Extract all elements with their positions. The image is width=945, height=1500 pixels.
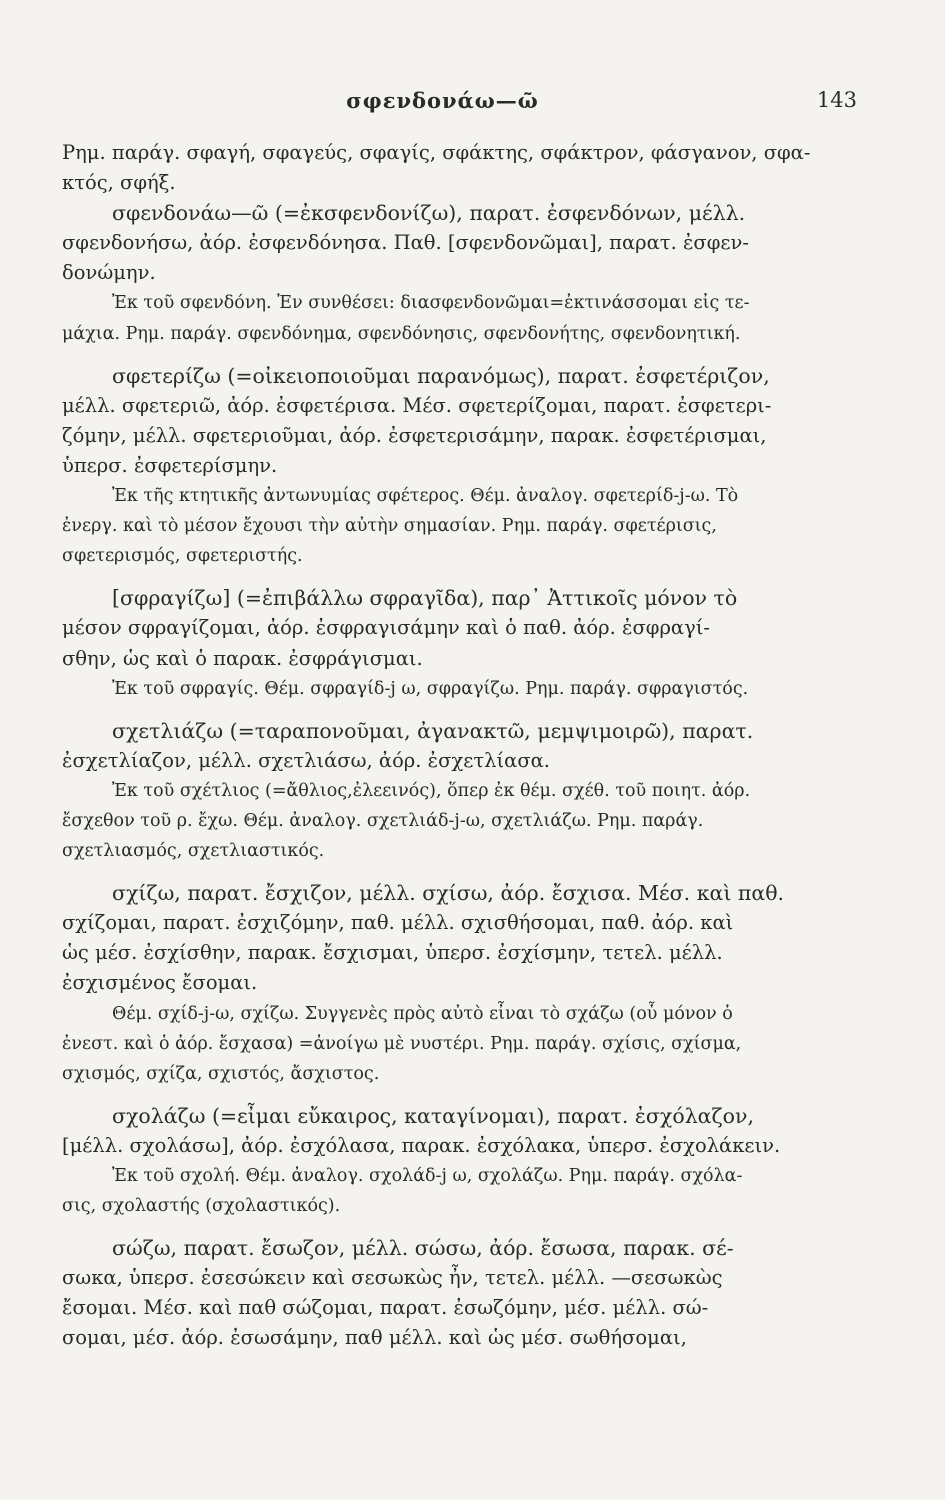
page-body [62,138,832,1354]
entry-headword-line: [σφραγίζω] (=ἐπιβάλλω σφραγῖδα), παρ᾽ Ἀττικοῖς μόνον τὸ [112,586,738,611]
text-line: ἔσομαι. Μέσ. καὶ παθ σώζομαι, παρατ. ἐσωζόμην, μέσ. μέλλ. σώ- [62,1296,709,1320]
etymology-line: Ἐκ τοῦ σχέτλιος (=ἄθλιος,ἐλεεινός), ὅπερ ἐκ θέμ. σχέθ. τοῦ ποιητ. ἀόρ. [112,780,751,801]
etymology-line: ἐνεργ. καὶ τὸ μέσον ἔχουσι τὴν αὐτὴν σημασίαν. Ρημ. παράγ. σφετέρισις, [62,516,717,537]
etymology-line: Θέμ. σχίδ-j-ω, σχίζω. Συγγενὲς πρὸς αὐτὸ εἶναι τὸ σχάζω (οὗ μόνον ὁ [112,1003,733,1024]
etymology-line: σφετερισμός, σφετεριστής. [62,546,303,567]
text-line: δονώμην. [62,261,156,285]
text-line: σθην, ὡς καὶ ὁ παρακ. ἐσφράγισμαι. [62,646,423,670]
entry-headword-line: σφενδονάω—ῶ (=ἐκσφενδονίζω), παρατ. ἐσφενδόνων, μέλλ. [112,201,746,226]
text-line: ὑπερσ. ἐσφετερίσμην. [62,453,278,477]
etymology-line: σχισμός, σχίζα, σχιστός, ἄσχιστος. [62,1063,380,1084]
entry-headword-line: σώζω, παρατ. ἔσωζον, μέλλ. σώσω, ἀόρ. ἔσωσα, παρακ. σέ- [112,1236,734,1261]
text-line: Ρημ. παράγ. σφαγή, σφαγεύς, σφαγίς, σφάκτης, σφάκτρον, φάσγανον, σφα- [62,141,811,164]
etymology-line: μάχια. Ρημ. παράγ. σφενδόνημα, σφενδόνησις, σφενδονήτης, σφενδονητική. [62,323,741,344]
text-line: σομαι, μέσ. ἀόρ. ἐσωσάμην, παθ μέλλ. καὶ ὡς μέσ. σωθήσομαι, [62,1326,687,1350]
text-line: ἐσχετλίαζον, μέλλ. σχετλιάσω, ἀόρ. ἐσχετλίασα. [62,748,551,772]
etymology-line: Ἐκ τοῦ σφραγίς. Θέμ. σφραγίδ-j ω, σφραγίζω. Ρημ. παράγ. σφραγιστός. [112,678,749,699]
etymology-line: Ἐκ τῆς κτητικῆς ἀντωνυμίας σφέτερος. Θέμ. ἀναλογ. σφετερίδ-j-ω. Τὸ [112,486,739,507]
etymology-line: ἔσχεθον τοῦ ρ. ἔχω. Θέμ. ἀναλογ. σχετλιάδ-j-ω, σχετλιάζω. Ρημ. παράγ. [62,810,704,831]
text-line: μέλλ. σφετεριῶ, ἀόρ. ἐσφετέρισα. Μέσ. σφετερίζομαι, παρατ. ἐσφετερι- [62,393,772,417]
entry-headword-line: σχετλιάζω (=ταραπονοῦμαι, ἀγανακτῶ, μεμψιμοιρῶ), παρατ. [112,718,754,743]
text-line: μέσον σφραγίζομαι, ἀόρ. ἐσφραγισάμην καὶ ὁ παθ. ἀόρ. ἐσφραγί- [62,616,710,640]
entry-headword-line: σχολάζω (=εἶμαι εὔκαιρος, καταγίνομαι), παρατ. ἐσχόλαζον, [112,1103,754,1128]
text-line: σωκα, ὑπερσ. ἐσεσώκειν καὶ σεσωκὼς ἦν, τετελ. μέλλ. —σεσωκὼς [62,1266,723,1290]
text-line: κτός, σφήξ. [62,171,176,195]
page-number: 143 [816,88,857,112]
text-line: ζόμην, μέλλ. σφετεριοῦμαι, ἀόρ. ἐσφετερισάμην, παρακ. ἐσφετέρισμαι, [62,423,767,447]
etymology-line: Ἐκ τοῦ σφενδόνη. Ἐν συνθέσει: διασφενδονῶμαι=ἐκτινάσσομαι εἰς τε- [112,293,750,314]
etymology-line: Ἐκ τοῦ σχολή. Θέμ. ἀναλογ. σχολάδ-j ω, σχολάζω. Ρημ. παράγ. σχόλα- [112,1166,743,1186]
etymology-line: σχετλιασμός, σχετλιαστικός. [62,841,325,862]
text-line: ὡς μέσ. ἐσχίσθην, παρακ. ἔσχισμαι, ὑπερσ. ἐσχίσμην, τετελ. μέλλ. [62,941,723,965]
etymology-line: σις, σχολαστής (σχολαστικός). [62,1196,341,1217]
text-line: σφενδονήσω, ἀόρ. ἐσφενδόνησα. Παθ. [σφενδονῶμαι], παρατ. ἐσφεν- [62,231,749,255]
running-head [0,88,945,128]
etymology-line: ἐνεστ. καὶ ὁ ἀόρ. ἔσχασα) =ἀνοίγω μὲ νυστέρι. Ρημ. παράγ. σχίσις, σχίσμα, [62,1033,742,1054]
entry-headword-line: σφετερίζω (=οἰκειοποιοῦμαι παρανόμως), παρατ. ἐσφετέριζον, [112,363,770,388]
entry-headword-line: σχίζω, παρατ. ἔσχιζον, μέλλ. σχίσω, ἀόρ. ἔσχισα. Μέσ. καὶ παθ. [112,881,785,906]
running-head-title: σφενδονάω—ῶ [346,88,539,113]
text-line: [μέλλ. σχολάσω], ἀόρ. ἐσχόλασα, παρακ. ἐσχόλακα, ὑπερσ. ἐσχολάκειν. [62,1133,781,1157]
text-line: ἐσχισμένος ἔσομαι. [62,971,258,995]
text-line: σχίζομαι, παρατ. ἐσχιζόμην, παθ. μέλλ. σχισθήσομαι, παθ. ἀόρ. καὶ [62,911,734,935]
